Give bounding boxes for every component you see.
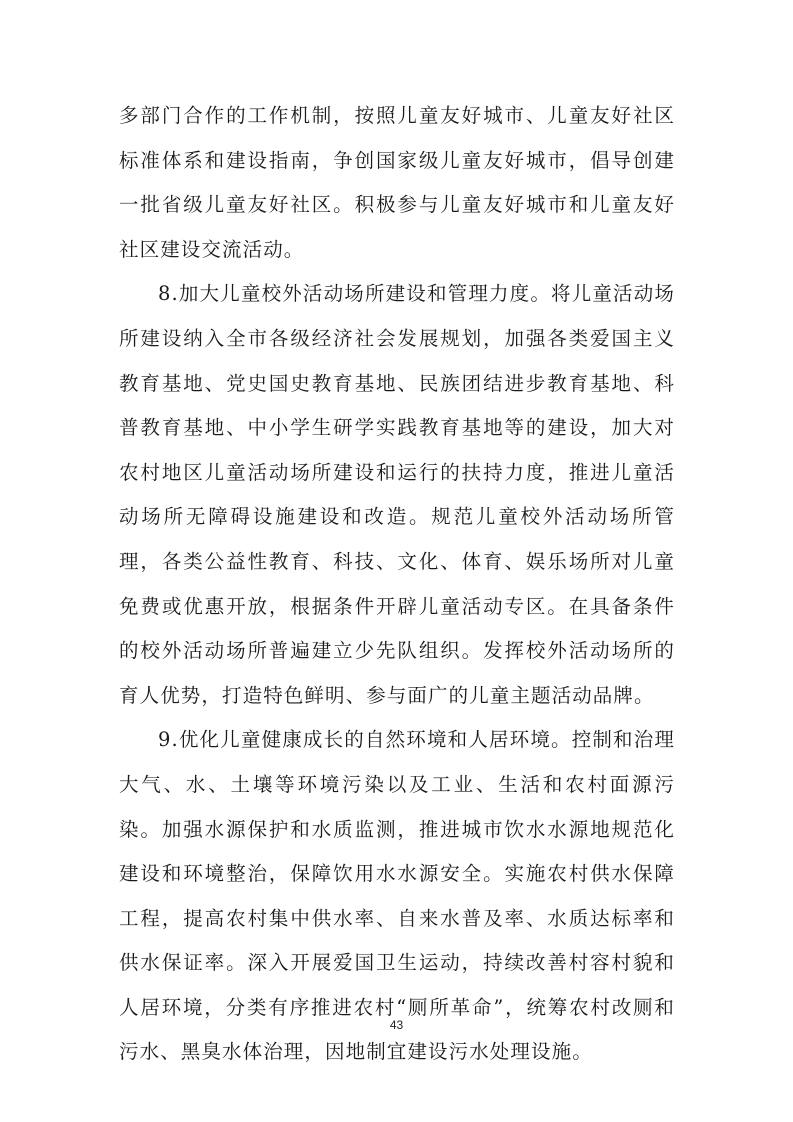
paragraph-1: 多部门合作的工作机制，按照儿童友好城市、儿童友好社区标准体系和建设指南，争创国家级儿童友好城市，倡导创建一批省级儿童友好社区。积极参与儿童友好城市和儿童友好社区建设交流活动。 [119, 104, 675, 261]
paragraph-2: 8.加大儿童校外活动场所建设和管理力度。将儿童活动场所建设纳入全市各级经济社会发展规划，加强各类爱国主义教育基地、党史国史教育基地、民族团结进步教育基地、科普教育基地、中小学生研学实践教育基地等的建设，加大对农村地区儿童活动场所建设和运行的扶持力度，推进儿童活动场所无障碍设施建设和改造。规范儿童校外活动场所管理，各类公益性教育、科技、文化、体育、娱乐场所对儿童免费或优惠开放，根据条件开辟儿童活动专区。在具备条件的校外活动场所普遍建立少先队组织。发挥校外活动场所的育人优势，打造特色鲜明、参与面广的儿童主题活动品牌。 [119, 282, 675, 707]
paragraph-3: 9.优化儿童健康成长的自然环境和人居环境。控制和治理大气、水、土壤等环境污染以及工业、生活和农村面源污染。加强水源保护和水质监测，推进城市饮水水源地规范化建设和环境整治，保障饮用水水源安全。实施农村供水保障工程，提高农村集中供水率、自来水普及率、水质达标率和供水保证率。深入开展爱国卫生运动，持续改善村容村貌和人居环境，分类有序推进农村“厕所革命”，统筹农村改厕和污水、黑臭水体治理，因地制宜建设污水处理设施。 [119, 728, 675, 1064]
document-body [119, 94, 675, 1075]
page-number: 43 [389, 1018, 404, 1032]
